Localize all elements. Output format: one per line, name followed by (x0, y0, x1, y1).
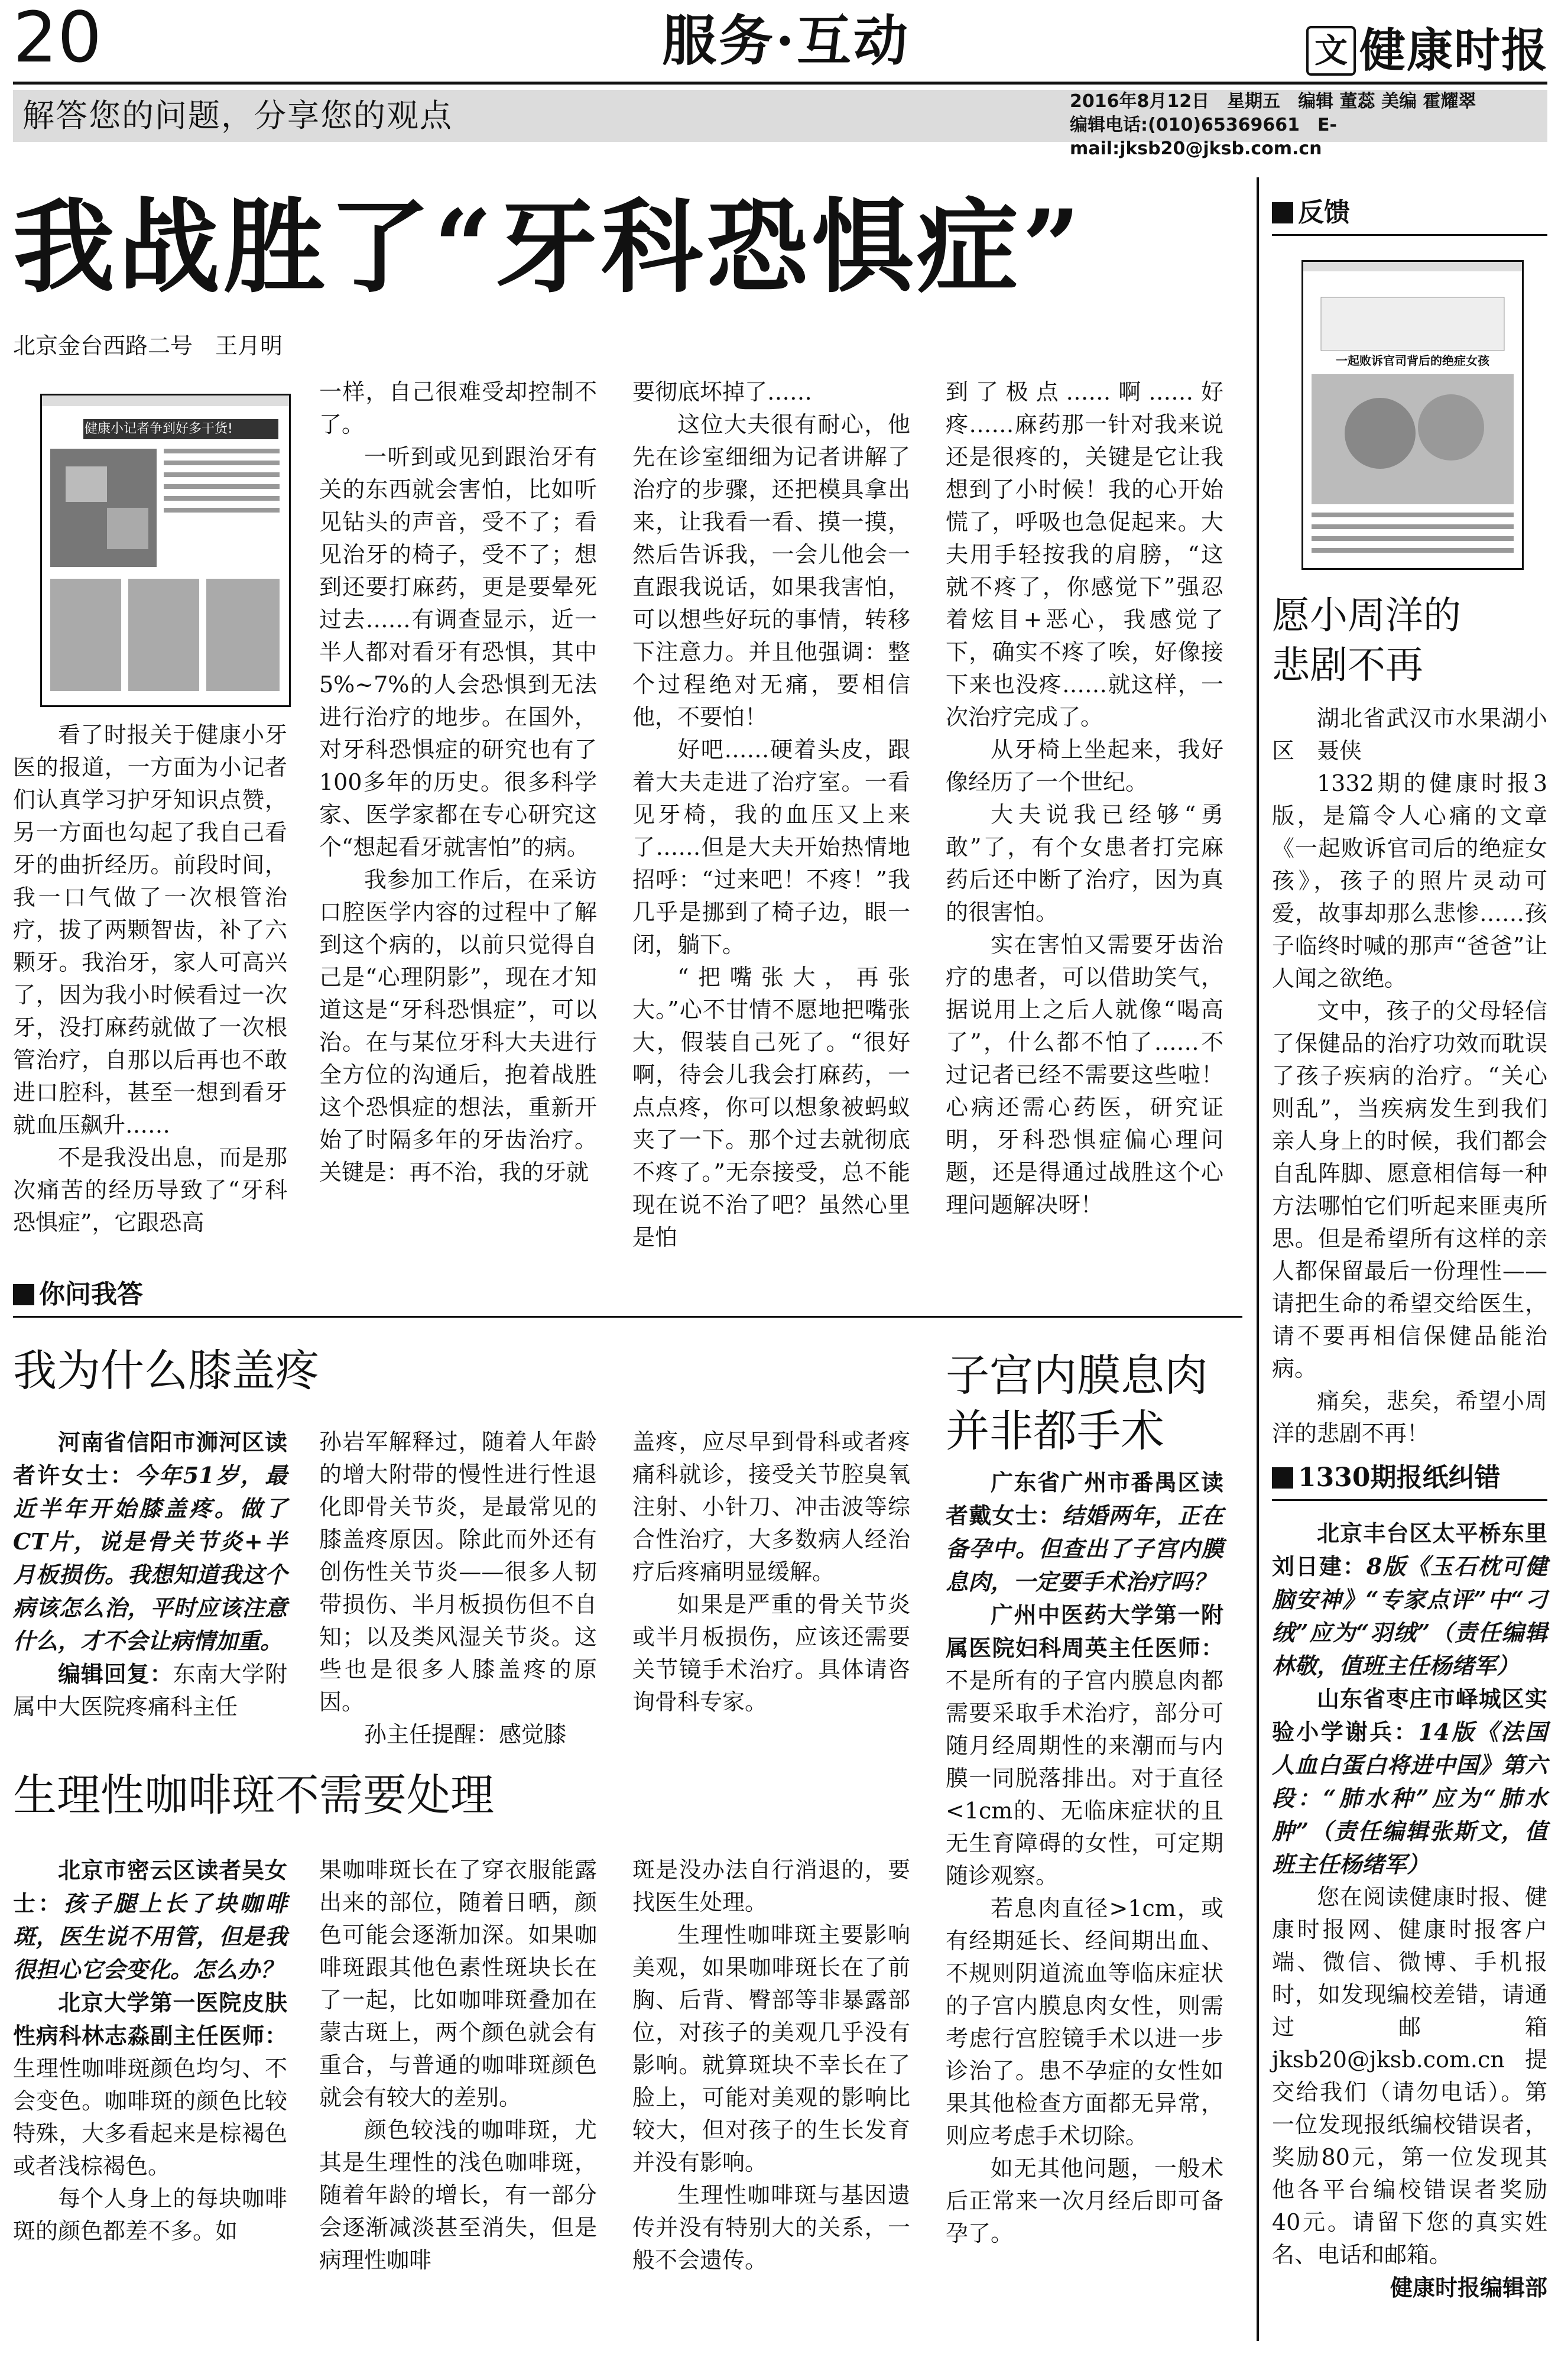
section-title: 服务·互动 (661, 9, 911, 73)
paragraph: 不是我没出息，而是那次痛苦的经历导致了“牙科恐惧症”，它跟恐高 (13, 1144, 287, 1236)
coffee-col-3 (632, 1854, 910, 2277)
paragraph: 一样，自己很难受却控制不了。 (319, 379, 597, 437)
errata-2-prefix: 山东省枣庄市峄城区实验小学谢兵： (1272, 1685, 1547, 1745)
knee-question: 今年51岁，最近半年开始膝盖疼。做了CT片，说是骨关节炎+半月板损伤。我想知道我这个病该怎么治，平时应该注意什么，才不会让病情加重。 (13, 1462, 287, 1654)
paragraph: 我参加工作后，在采访口腔医学内容的过程中了解到这个病的，以前只觉得自己是“心理阴影”，现在才知道这是“牙科恐惧症”，可以治。在与某位牙科大夫进行全方位的沟通后，抱着战胜这个恐惧症的想法，重新开始了时隔多年的牙齿治疗。关键是：再不治，我的牙就 (319, 867, 597, 1185)
paragraph: 到了极点……啊……好疼……麻药那一针对我来说还是很疼的，关键是它让我想到了小时候！我的心开始慌了，呼吸也急促起来。大夫用手轻按我的肩膀，“这就不疼了，你感觉下”强忍着炫目+恶心，我感觉了下，确实不疼了唉，好像接下来也没疼……就这样，一次治疗完成了。 (946, 379, 1223, 730)
masthead-rule (13, 82, 1547, 85)
newspaper-page-icon (1303, 262, 1522, 568)
paragraph: 不是所有的子宫内膜息肉都需要采取手术治疗，部分可随月经周期性的来潮而与内膜一同脱落排出。对于直径<1cm的、无临床症状的且无生育障碍的女性，可定期随诊观察。 (946, 1668, 1223, 1889)
paragraph: 看了时报关于健康小牙医的报道，一方面为小记者们认真学习护牙知识点赞，另一方面也勾起了我自己看牙的曲折经历。前段时间，我一口气做了一次根管治疗，拔了两颗智齿，补了六颗牙。我治牙，家人可高兴了，因为我小时候看过一次牙，没打麻药就做了一次根管治疗，自那以后再也不敢进口腔科，甚至一想到看牙就血压飙升…… (13, 722, 287, 1138)
logo-text: 健康时报 (1359, 24, 1549, 77)
paragraph: 颜色较浅的咖啡斑，尤其是生理性的浅色咖啡斑，随着年龄的增长，有一部分会逐渐减淡甚至消失，但是病理性咖啡 (319, 2117, 597, 2273)
feedback-title-line-1: 愿小周洋的 (1272, 594, 1461, 638)
article-thumbnail (40, 394, 291, 707)
paragraph: 大夫说我已经够“勇敢”了，有个女患者打完麻药后还中断了治疗，因为真的很害怕。 (946, 802, 1223, 925)
coffee-question: 孩子腿上长了块咖啡斑，医生说不用管，但是我很担心它会变化。怎么办？ (13, 1890, 287, 1983)
main-col-1 (13, 719, 287, 1239)
paragraph: 如无其他问题，一般术后正常来一次月经后即可备孕了。 (946, 2155, 1223, 2246)
paragraph: 要彻底坏掉了…… (632, 379, 813, 405)
knee-reply: 东南大学附属中大医院疼痛科主任 (13, 1661, 287, 1720)
polyp-title-line-2: 并非都手术 (946, 1406, 1164, 1457)
paragraph: 好吧……硬着头皮，跟着大夫走进了治疗室。一看见牙椅，我的血压又上来了……但是大夫开始热情地招呼：“过来吧！不疼！”我几乎是挪到了椅子边，眼一闭，躺下。 (632, 737, 910, 958)
feedback-title-line-2: 悲剧不再 (1272, 644, 1423, 688)
errata-rule (1272, 1499, 1547, 1501)
slogan: 解答您的问题，分享您的观点 (22, 97, 453, 134)
section-rule (13, 1316, 1242, 1318)
paragraph: 果咖啡斑长在了穿衣服能露出来的部位，随着日晒，颜色可能会逐渐加深。如果咖啡斑跟其他色素性斑块长在了一起，比如咖啡斑叠加在蒙古斑上，两个颜色就会有重合，与普通的咖啡斑颜色就会有较大的差别。 (319, 1857, 597, 2110)
paragraph: 每个人身上的每块咖啡斑的颜色都差不多。如 (13, 2186, 287, 2244)
coffee-question-prefix: 北京市密云区读者吴女士： (13, 1857, 287, 1917)
feedback-body (1272, 702, 1547, 1450)
logo-mark: 文 (1306, 26, 1356, 76)
sidebar-divider (1257, 177, 1259, 2341)
paragraph: 实在害怕又需要牙齿治疗的患者，可以借助笑气，据说用上之后人就像“喝高了”，什么都不怕了……不过记者已经不需要这些啦！心病还需心药医，研究证明，牙科恐惧症偏心理问题，还是得通过战胜这个心理问题解决呀！ (946, 932, 1223, 1218)
paragraph: 生理性咖啡斑颜色均匀、不会变色。咖啡斑的颜色比较特殊，大多看起来是棕褐色或者浅棕褐色。 (13, 2055, 287, 2179)
paragraph: 如果是严重的骨关节炎或半月板损伤，应该还需要关节镜手术治疗。具体请咨询骨科专家。 (632, 1591, 910, 1715)
polyp-title-line-1: 子宫内膜息肉 (946, 1350, 1208, 1401)
coffee-col-1 (13, 1854, 287, 2248)
errata-header (1272, 1460, 1500, 1496)
feedback-author: 湖北省武汉市水果湖小区 聂侠 (1272, 705, 1547, 764)
main-headline: 我战胜了“牙科恐惧症” (13, 187, 1084, 307)
thumb-caption: 健康小记者争到好多干货! (85, 421, 233, 436)
knee-col-1 (13, 1426, 287, 1723)
square-bullet-icon (13, 1284, 34, 1305)
polyp-title (946, 1348, 1208, 1459)
paragraph: 文中，孩子的父母轻信了保健品的治疗功效而耽误了孩子疾病的治疗。“关心则乱”，当疾病发生到我们亲人身上的时候，我们都会自乱阵脚、愿意相信每一种方法哪怕它们听起来匪夷所思。但是希望所有这样的亲人都保留最后一份理性——请把生命的希望交给医生，请不要再相信保健品能治病。 (1272, 998, 1547, 1382)
paragraph: 斑是没办法自行消退的，要找医生处理。 (632, 1857, 910, 1915)
main-byline: 北京金台西路二号 王月明 (13, 333, 283, 359)
feedback-thumb-caption: 一起败诉官司背后的绝症女孩 (1336, 354, 1489, 368)
errata-label: 1330期报纸纠错 (1298, 1463, 1501, 1493)
paragraph: 孙岩军解释过，随着人年龄的增大附带的慢性进行性退化即骨关节炎，是最常见的膝盖疼原因。除此而外还有创伤性关节炎——很多人韧带损伤、半月板损伤但不自知；以及类风湿关节炎。这些也是很多人膝盖疼的原因。 (319, 1429, 597, 1715)
errata-1-text: 8版《玉石枕可健脑安神》“专家点评”中“刁绒”应为“羽绒”（责任编辑林敬，值班主任杨绪军） (1272, 1553, 1547, 1679)
knee-question-prefix: 河南省信阳市浉河区读者许女士： (13, 1429, 287, 1489)
feedback-header (1272, 195, 1350, 231)
polyp-column (946, 1466, 1223, 2250)
newspaper-logo (1306, 21, 1549, 80)
coffee-answer-prefix: 北京大学第一医院皮肤性病科林志淼副主任医师： (13, 1989, 287, 2049)
paragraph: 生理性咖啡斑与基因遗传并没有特别大的关系，一般不会遗传。 (632, 2182, 910, 2273)
page-number: 20 (13, 0, 102, 78)
newspaper-page-icon (42, 395, 289, 705)
paragraph: 盖疼，应尽早到骨科或者疼痛科就诊，接受关节腔臭氧注射、小针刀、冲击波等综合性治疗，大多数病人经治疗后疼痛明显缓解。 (632, 1429, 910, 1585)
edition-line: 2016年8月12日 星期五 编辑 董蕊 美编 霍耀翠 (1070, 91, 1476, 112)
errata-body (1272, 1517, 1547, 2304)
paragraph: 生理性咖啡斑主要影响美观，如果咖啡斑长在了前胸、后背、臀部等非暴露部位，对孩子的美观几乎没有影响。就算斑块不幸长在了脸上，可能对美观的影响比较大，但对孩子的生长发育并没有影响。 (632, 1922, 910, 2175)
square-bullet-icon (1272, 1467, 1293, 1489)
polyp-question-prefix: 广东省广州市番禺区读者戴女士： (946, 1469, 1223, 1529)
errata-signature: 健康时报编辑部 (1390, 2274, 1547, 2301)
main-col-2 (319, 376, 597, 1189)
qa-section-label: 你问我答 (39, 1279, 143, 1309)
paragraph: 若息肉直径>1cm，或有经期延长、经间期出血、不规则阴道流血等临床症状的子宫内膜息肉女性，则需考虑行宫腔镜手术以进一步诊治了。患不孕症的女性如果其他检查方面都无异常，则应考虑手术切除。 (946, 1895, 1223, 2149)
coffee-col-2 (319, 1854, 597, 2277)
paragraph: 1332期的健康时报3版，是篇令人心痛的文章《一起败诉官司后的绝症女孩》，孩子的照片灵动可爱，故事却那么悲惨……孩子临终时喊的那声“爸爸”让人闻之欲绝。 (1272, 770, 1547, 991)
errata-2-text: 14版《法国人血白蛋白将进中国》第六段：“肺水种”应为“肺水肿”（责任编辑张斯文，值班主任杨绪军） (1272, 1718, 1547, 1878)
coffee-title: 生理性咖啡斑不需要处理 (13, 1770, 494, 1821)
feedback-rule (1272, 234, 1547, 236)
main-col-3 (632, 376, 910, 1254)
paragraph: 痛矣，悲矣，希望小周洋的悲剧不再！ (1272, 1388, 1547, 1447)
feedback-thumbnail (1301, 260, 1524, 570)
square-bullet-icon (1272, 202, 1293, 223)
feedback-title (1272, 591, 1461, 690)
errata-notice: 您在阅读健康时报、健康时报网、健康时报客户端、微信、微博、手机报时，如发现编校差错，请通过邮箱jksb20@jksb.com.cn提交给我们（请勿电话）。第一位发现报纸编校错误者，奖励80元，第一位发现其他各平台编校错误者奖励40元。请留下您的真实姓名、电话和邮箱。 (1272, 1884, 1547, 2268)
paragraph: 一听到或见到跟治牙有关的东西就会害怕，比如听见钻头的声音，受不了；看见治牙的椅子，受不了；想到还要打麻药，更是要晕死过去……有调查显示，近一半人都对看牙有恐惧，其中5%~7%的人会恐惧到无法进行治疗的地步。在国外，对牙科恐惧症的研究也有了100多年的历史。很多科学家、医学家都在专心研究这个“想起看牙就害怕”的病。 (319, 444, 597, 860)
contact-line: 编辑电话:(010)65369661 E-mail:jksb20@jksb.com.cn (1070, 115, 1337, 159)
qa-section-header (13, 1277, 143, 1312)
main-col-4 (946, 376, 1223, 1221)
paragraph: “把嘴张大，再张大。”心不甘情不愿地把嘴张大，假装自己死了。“很好啊，待会儿我会打麻药，一点点疼，你可以想象被蚂蚁夹了一下。那个过去就彻底不疼了。”无奈接受，总不能现在说不治了吧？虽然心里是怕 (632, 964, 910, 1250)
errata-1-prefix: 北京丰台区太平桥东里刘日建： (1272, 1520, 1547, 1580)
feedback-label: 反馈 (1298, 197, 1350, 228)
knee-title: 我为什么膝盖疼 (13, 1345, 319, 1396)
knee-col-3 (632, 1426, 910, 1718)
paragraph: 从牙椅上坐起来，我好像经历了一个世纪。 (946, 737, 1223, 795)
knee-col-2 (319, 1426, 597, 1751)
knee-reply-prefix: 编辑回复： (58, 1661, 173, 1687)
paragraph: 孙主任提醒：感觉膝 (364, 1721, 567, 1747)
paragraph: 这位大夫很有耐心，他先在诊室细细为记者讲解了治疗的步骤，还把模具拿出来，让我看一看、摸一摸，然后告诉我，一会儿他会一直跟我说话，如果我害怕，可以想些好玩的事情，转移下注意力。并且他强调：整个过程绝对无痛，要相信他，不要怕！ (632, 411, 910, 730)
polyp-answer-prefix: 广州中医药大学第一附属医院妇科周英主任医师： (946, 1601, 1223, 1661)
polyp-question: 结婚两年，正在备孕中。但查出了子宫内膜息肉，一定要手术治疗吗？ (946, 1502, 1223, 1595)
